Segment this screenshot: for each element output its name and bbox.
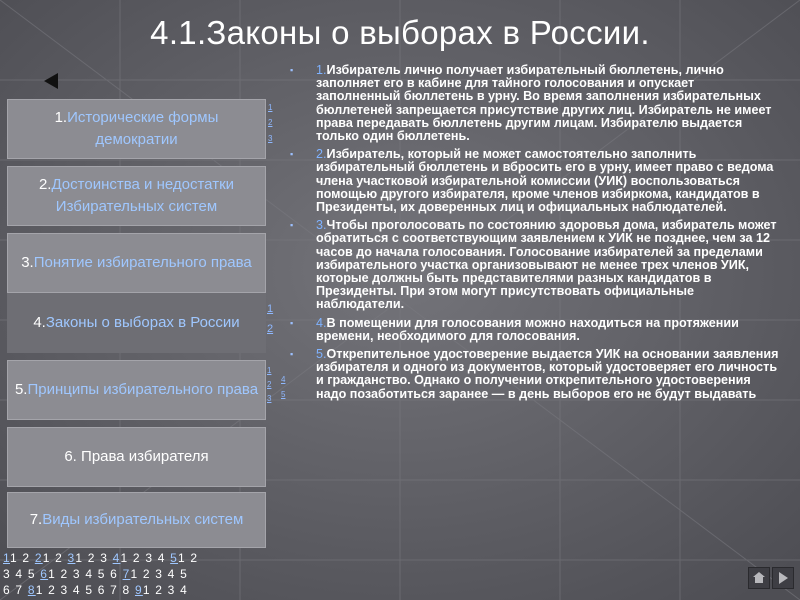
forward-icon bbox=[773, 568, 793, 588]
page-link[interactable]: 2 bbox=[34, 551, 43, 565]
page-link-text: 1 2 3 4 bbox=[142, 583, 188, 597]
side-link-2-2[interactable]: 2 bbox=[267, 323, 274, 335]
item-number: 2. bbox=[316, 147, 327, 162]
bullet-icon: ▪ bbox=[290, 220, 294, 231]
bullet-icon: ▪ bbox=[290, 149, 294, 160]
nav-button-1[interactable] bbox=[7, 99, 266, 159]
side-link-3-5[interactable]: 5 bbox=[281, 390, 286, 399]
item-number: 4. bbox=[316, 315, 327, 330]
nav-button-1-label: Исторические формы демократии bbox=[67, 109, 219, 148]
item-text: Избиратель, который не может самостоятельно заполнить избирательный бюллетень и вбросить его в урну, имеет право с ведома члена участковой избирательной комиссии (УИК) воспользоваться помощью другого избирателя, кроме членов избиркома, кандидатов в Президенты, их доверенных лиц и официальных наблюдателей. bbox=[316, 147, 774, 215]
back-arrow-icon[interactable] bbox=[44, 73, 58, 89]
page-link-text: 1 2 3 4 5 6 7 8 bbox=[35, 583, 135, 597]
list-item bbox=[290, 348, 782, 401]
side-link-3-4[interactable]: 4 bbox=[281, 375, 286, 384]
home-button[interactable] bbox=[748, 567, 770, 589]
side-link-1-3[interactable]: 3 bbox=[268, 134, 273, 143]
page-link-text: 1 2 3 4 bbox=[120, 551, 171, 565]
page-link[interactable]: 5 bbox=[170, 551, 179, 565]
page-link-text: 1 2 bbox=[9, 551, 35, 565]
page-link-text: 1 2 bbox=[178, 551, 199, 565]
side-link-1-2[interactable]: 2 bbox=[268, 118, 273, 127]
bottom-page-links bbox=[3, 550, 265, 598]
side-link-3-2[interactable]: 2 bbox=[267, 380, 272, 389]
page-link[interactable]: 6 bbox=[40, 567, 49, 581]
nav-button-3[interactable] bbox=[7, 233, 266, 293]
page-link-text: 1 2 3 4 5 bbox=[130, 567, 188, 581]
item-text: В помещении для голосования можно находиться на протяжении времени, необходимого для голосования. bbox=[316, 315, 739, 343]
nav-button-6-number: 6. bbox=[64, 448, 82, 465]
nav-button-2-label: Достоинства и недостатки Избирательных систем bbox=[51, 176, 235, 215]
nav-button-5-label: Принципы избирательного права bbox=[27, 381, 259, 398]
list-item bbox=[290, 64, 782, 143]
nav-button-6-label: Права избирателя bbox=[81, 448, 209, 465]
nav-button-2[interactable] bbox=[7, 166, 266, 226]
nav-button-3-number: 3. bbox=[21, 254, 34, 271]
nav-button-4-label: Законы о выборах в России bbox=[45, 314, 240, 331]
nav-button-7-number: 7. bbox=[29, 511, 43, 528]
nav-button-4-number: 4. bbox=[33, 314, 46, 331]
list-item bbox=[290, 317, 782, 343]
nav-button-2-number: 2. bbox=[38, 176, 52, 193]
bottom-links-line-1 bbox=[3, 550, 265, 566]
side-link-3-1[interactable]: 1 bbox=[267, 366, 272, 375]
home-icon bbox=[749, 568, 769, 588]
bullet-icon: ▪ bbox=[290, 349, 294, 360]
item-number: 5. bbox=[316, 347, 327, 362]
nav-button-5-number: 5. bbox=[14, 381, 28, 398]
bullet-icon: ▪ bbox=[290, 317, 294, 328]
nav-button-3-label: Понятие избирательного права bbox=[33, 254, 252, 271]
forward-button[interactable] bbox=[772, 567, 794, 589]
content-list bbox=[290, 64, 782, 406]
page-link-text: 1 2 bbox=[42, 551, 68, 565]
side-link-1-1[interactable]: 1 bbox=[268, 103, 273, 112]
page-link[interactable]: 9 bbox=[134, 583, 143, 597]
page-link[interactable]: 8 bbox=[27, 583, 36, 597]
page-link[interactable]: 3 bbox=[67, 551, 76, 565]
page-link-text: 1 2 3 4 5 6 bbox=[48, 567, 123, 581]
item-number: 1. bbox=[316, 63, 327, 77]
nav-button-7[interactable] bbox=[7, 492, 266, 548]
item-text: Чтобы проголосовать по состоянию здоровья дома, избиратель может обратиться с соответствующим заявлением к УИК не позднее, чем за 12 часов до начала голосования. Голосование избирателей за пределами избирательного участка организовывают не менее трех членов УИК, которые должны быть представителями разных кандидатов в Президенты. При этом могут присутствовать официальные наблюдатели. bbox=[316, 218, 777, 312]
nav-button-6[interactable] bbox=[7, 427, 266, 487]
nav-button-1-number: 1. bbox=[54, 109, 68, 126]
side-link-2-1[interactable]: 1 bbox=[267, 303, 274, 315]
item-text: Открепительное удостоверение выдается УИК на основании заявления избирателя и одного из документов, который удостоверяет его личность и гражданство. Однако о получении открепительного удостоверения надо позаботиться заранее — в день выборов его не будут выдавать bbox=[316, 347, 779, 401]
page-link-text: 3 4 5 bbox=[3, 567, 41, 581]
list-item bbox=[290, 148, 782, 214]
bullet-icon: ▪ bbox=[290, 65, 294, 75]
item-number: 3. bbox=[316, 218, 327, 233]
page-title: 4.1.Законы о выборах в России. bbox=[150, 14, 650, 51]
side-link-3-3[interactable]: 3 bbox=[267, 394, 272, 403]
item-text: Избиратель лично получает избирательный бюллетень, лично заполняет его в кабине для тайного голосования и опускает заполненный бюллетень в урну. Во время заполнения избирательных бюллетеней запрещается присутствие других лиц. Избиратель не имеет права передавать бюллетень другим лицам. Избирателю выдается только один бюллетень. bbox=[316, 63, 772, 144]
bottom-links-line-2 bbox=[3, 566, 265, 582]
page-link[interactable]: 4 bbox=[112, 551, 121, 565]
page-link-text: 6 7 bbox=[3, 583, 28, 597]
page-link-text: 1 2 3 bbox=[75, 551, 113, 565]
nav-button-7-label: Виды избирательных систем bbox=[42, 511, 244, 528]
page-link[interactable]: 7 bbox=[122, 567, 131, 581]
list-item bbox=[290, 219, 782, 311]
nav-button-4[interactable] bbox=[7, 293, 266, 353]
page-link[interactable]: 1 bbox=[3, 551, 10, 565]
nav-button-5[interactable] bbox=[7, 360, 266, 420]
bottom-links-line-3 bbox=[3, 582, 265, 598]
